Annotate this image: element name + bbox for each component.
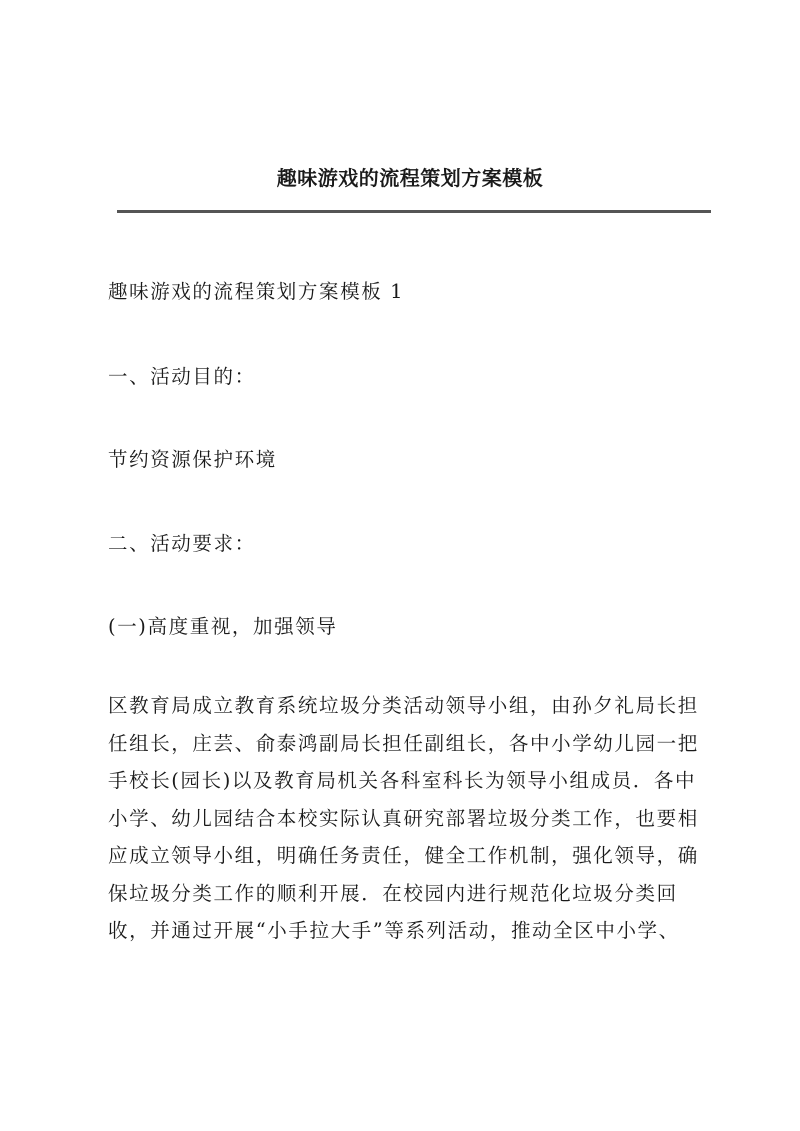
section-1-body: 节约资源保护环境 [108, 448, 277, 471]
paragraph-line: 小学、幼儿园结合本校实际认真研究部署垃圾分类工作，也要相 [108, 806, 699, 830]
paragraph-line: 保垃圾分类工作的顺利开展．在校园内进行规范化垃圾分类回 [108, 881, 678, 905]
body-paragraph [108, 687, 723, 950]
subsection-1-heading: (一)高度重视，加强领导 [108, 615, 338, 638]
section-1-heading: 一、活动目的： [108, 365, 256, 388]
subtitle: 趣味游戏的流程策划方案模板 1 [108, 280, 405, 303]
title-underline [117, 210, 711, 213]
paragraph-line: 收，并通过开展“小手拉大手”等系列活动，推动全区中小学、 [108, 919, 680, 942]
section-2-heading: 二、活动要求： [108, 532, 256, 555]
document-title: 趣味游戏的流程策划方案模板 [276, 166, 544, 190]
paragraph-line: 任组长，庄芸、俞泰鸿副局长担任副组长，各中小学幼儿园一把 [108, 731, 699, 755]
paragraph-line: 手校长(园长)以及教育局机关各科室科长为领导小组成员．各中 [108, 769, 697, 792]
paragraph-line: 区教育局成立教育系统垃圾分类活动领导小组，由孙夕礼局长担 [108, 694, 699, 717]
paragraph-line: 应成立领导小组，明确任务责任，健全工作机制，强化领导，确 [108, 844, 699, 867]
